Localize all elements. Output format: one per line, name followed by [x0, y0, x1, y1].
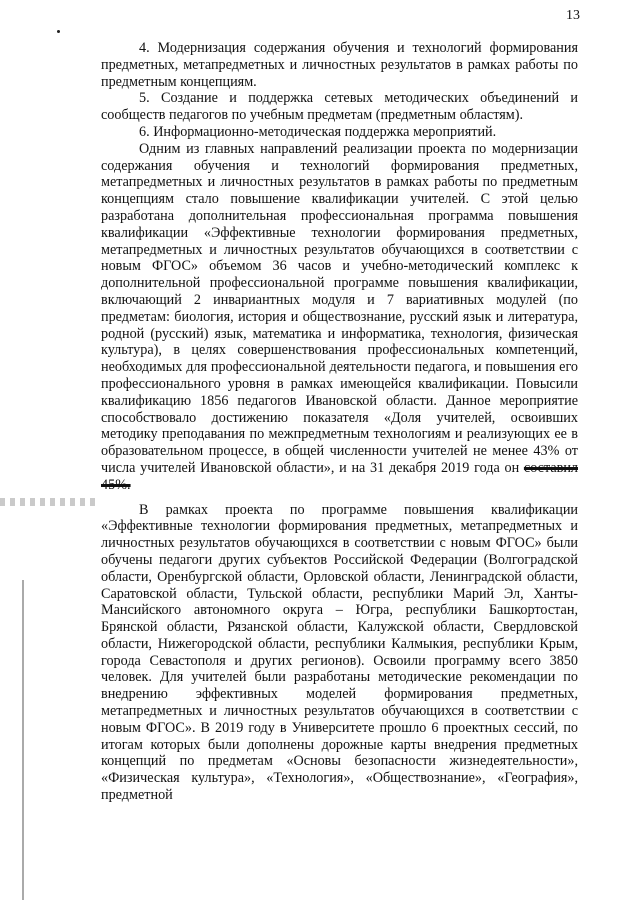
paragraph-item-5: 5. Создание и поддержка сетевых методических объединений и сообществ педагогов по учебным предметам (предметным областям). [101, 90, 578, 124]
scan-margin-line [22, 580, 24, 900]
paragraph-item-6: 6. Информационно-методическая поддержка мероприятий. [139, 123, 497, 140]
paragraph-item-4: 4. Модернизация содержания обучения и технологий формирования предметных, метапредметных и личностных результатов в рамках работы по предметным концепциям. [101, 40, 578, 90]
struck-text: составил 45%. [101, 459, 578, 493]
paragraph-qualification [101, 141, 578, 494]
paragraph-regions: В рамках проекта по программе повышения квалификации «Эффективные технологии формирования предметных, метапредметных и личностных результатов обучающихся в соответствии с новым ФГОС» были обучены педагоги других субъектов Российской Федерации (Волгоградской области, Оренбургской области, Орловской области, Ленинградской области, Саратовской области, Тульской области, республики Марий Эл, Ханты-Мансийского автономного округа – Югра, республики Башкортостан, Брянской области, Рязанской области, Калужской области, Свердловской области, Нижегородской области, республики Калмыкия, республики Крым, города Севастополя и других регионов). Освоили программу всего 3850 человек. Для учителей были разработаны методические рекомендации по внедрению эффективных моделей формирования предметных, метапредметных и личностных результатов обучающихся в соответствии с новым ФГОС». В 2019 году в Университете прошло 6 проектных сессий, по итогам которых были дополнены дорожные карты внедрения предметных концепций по предметам «Основы безопасности жизнедеятельности», «Физическая культура», «Технология», «Обществознание», «География», предметной [101, 501, 578, 804]
paragraph-qualification-text: Одним из главных направлений реализации проекта по модернизации содержания обучения и технологий формирования предметных, метапредметных и личностных результатов в рамках работы по предметным концепциям стало повышение квалификации учителей. С этой целью разработана дополнительная профессиональная программа повышения квалификации «Эффективные технологии формирования предметных, метапредметных и личностных результатов обучающихся в соответствии с новым ФГОС» объемом 36 часов и учебно-методический комплекс к дополнительной профессиональной программе повышения квалификации, включающий 2 инвариантных модуля и 7 вариативных модулей (по предметам: биология, история и обществознание, русский язык и литература, родной (русский) язык, математика и информатика, технология, физическая культура), в целях совершенствования профессиональных компетенций, необходимых для профессиональной деятельности педагога, и повышения его профессионального уровня в рамках имеющейся квалификации. Повысили квалификацию 1856 педагогов Ивановской области. Данное мероприятие способствовало достижению показателя «Доля учителей, освоивших методику преподавания по межпредметным технологиям и реализующих ее в образовательном процессе, в общей численности учителей не менее 43% от числа учителей Ивановской области», и на 31 декабря 2019 года он [101, 140, 578, 476]
page-number: 13 [566, 8, 580, 23]
scan-dot [57, 30, 60, 33]
scan-artifact [0, 498, 98, 506]
document-body [101, 40, 578, 804]
